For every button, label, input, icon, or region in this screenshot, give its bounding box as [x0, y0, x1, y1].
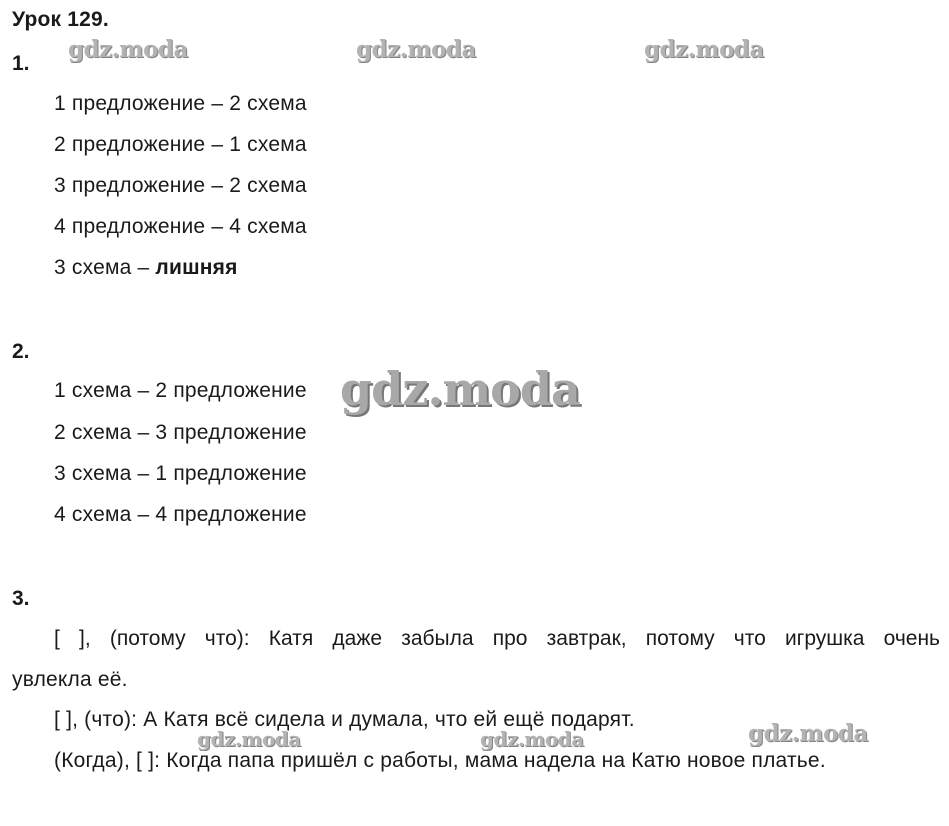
section-1-line-3: 3 предложение – 2 схема	[54, 174, 307, 197]
section-3-paragraph-2: [ ], (что): А Катя всё сидела и думала, что ей ещё подарят.	[54, 708, 635, 731]
section-2-line-2: 2 схема – 3 предложение	[54, 421, 307, 444]
section-2-line-1: 1 схема – 2 предложение	[54, 379, 307, 402]
watermark-logo-large: gdz.moda	[340, 362, 580, 416]
section-1-line-1: 1 предложение – 2 схема	[54, 92, 307, 115]
page-title: Урок 129.	[12, 8, 109, 31]
watermark-logo: gdz.moda	[748, 720, 868, 747]
section-1-number: 1.	[12, 52, 30, 75]
section-3-paragraph-1-line-2: увлекла её.	[12, 668, 128, 691]
watermark-logo: gdz.moda	[197, 727, 301, 751]
watermark-logo: gdz.moda	[356, 36, 476, 63]
watermark-logo: gdz.moda	[68, 36, 188, 63]
watermark-logo: gdz.moda	[644, 36, 764, 63]
section-1-line-2: 2 предложение – 1 схема	[54, 133, 307, 156]
section-2-line-4: 4 схема – 4 предложение	[54, 503, 307, 526]
watermark-logo: gdz.moda	[480, 727, 584, 751]
section-1-line-5	[54, 256, 238, 280]
section-3-paragraph-1-line-1: [ ], (потому что): Катя даже забыла про завтрак, потому что игрушка очень	[54, 627, 940, 650]
section-3-number: 3.	[12, 587, 30, 610]
section-1-line-5-bold: лишняя	[155, 256, 238, 279]
section-2-number: 2.	[12, 340, 30, 363]
section-1-line-4: 4 предложение – 4 схема	[54, 215, 307, 238]
section-1-line-5-prefix: 3 схема –	[54, 256, 156, 279]
section-2-line-3: 3 схема – 1 предложение	[54, 462, 307, 485]
section-3-paragraph-3: (Когда), [ ]: Когда папа пришёл с работы, мама надела на Катю новое платье.	[54, 749, 826, 772]
